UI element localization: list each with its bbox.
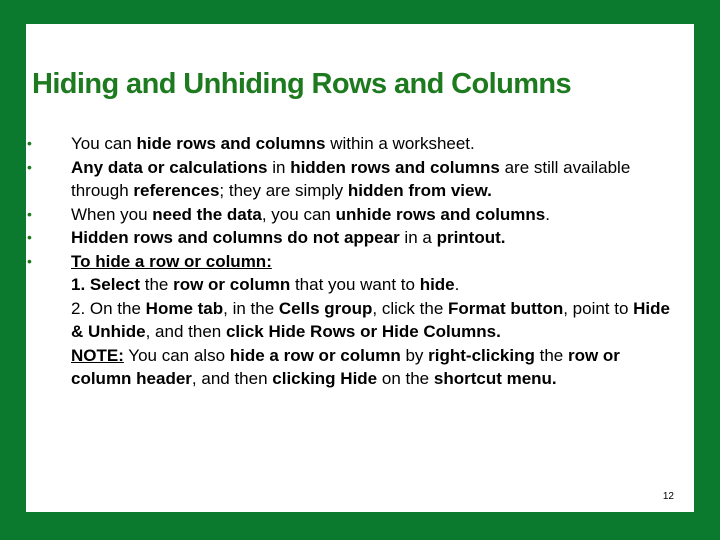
text-run: by	[400, 345, 429, 365]
text-run-bold: printout.	[436, 228, 506, 247]
text-run: in	[267, 157, 291, 177]
slide-title: Hiding and Unhiding Rows and Columns	[32, 68, 572, 100]
text-run: that you want to	[290, 275, 420, 294]
bullet-item-1	[26, 132, 676, 156]
text-run-bold: row or column	[173, 275, 291, 294]
step-1	[71, 273, 676, 297]
text-run-bold: right-clicking	[428, 345, 535, 365]
text-run-bold: shortcut menu.	[433, 369, 557, 388]
text-run: .	[545, 204, 550, 224]
text-run: on the	[377, 369, 434, 388]
text-run-bold: hide rows and columns	[136, 134, 326, 153]
text-run-bold: Home tab	[145, 298, 224, 318]
text-run-bold: Cells group	[278, 298, 373, 318]
note	[71, 344, 676, 391]
text-run-bold: Hidden rows and columns do not appear	[71, 228, 400, 247]
text-run: , in the	[223, 298, 279, 318]
text-run: are still available through	[71, 157, 631, 200]
bullet-list	[26, 132, 676, 391]
text-run: 2. On the	[71, 298, 146, 318]
text-run: , you can	[261, 204, 336, 224]
text-run: in a	[399, 228, 437, 247]
text-run-bold: Any data or calculations	[71, 157, 268, 177]
bullet-icon: •	[27, 205, 32, 222]
text-run: , and then	[191, 369, 273, 388]
text-run-bold: hidden from view.	[347, 181, 492, 200]
slide	[26, 24, 694, 512]
text-run: You can	[71, 134, 137, 153]
text-run-bold: Format button	[448, 298, 564, 318]
text-run-bold: 1. Select	[71, 275, 140, 294]
text-run-bold: click Hide Rows or Hide Columns.	[225, 322, 501, 341]
bullet-item-3	[26, 203, 676, 227]
bullet-icon: •	[27, 229, 32, 245]
text-run: , point to	[563, 298, 634, 318]
text-run-bold: hide	[419, 275, 455, 294]
text-run: .	[454, 275, 460, 294]
bullet-item-2	[26, 156, 676, 203]
bullet-icon: •	[27, 135, 32, 151]
bullet-icon: •	[27, 252, 32, 269]
text-run-bold: clicking Hide	[272, 369, 378, 388]
text-run-bold: references	[133, 181, 220, 200]
text-run-bold: hide a row or column	[229, 345, 401, 365]
text-run-bold: unhide rows and columns	[335, 204, 546, 224]
text-run-bold: need the data	[152, 204, 262, 224]
text-run: When you	[71, 204, 153, 224]
text-run: the	[140, 275, 174, 294]
text-run: , and then	[145, 322, 226, 341]
text-run: within a worksheet.	[325, 134, 475, 153]
text-run-bold: Hide & Unhide	[71, 298, 670, 341]
page-number: 12	[662, 491, 674, 502]
bullet-item-4	[26, 226, 676, 250]
text-run: , click the	[372, 298, 449, 318]
text-run-bold: hidden rows and columns	[290, 157, 500, 177]
text-run: the	[534, 345, 568, 365]
text-run: You can also	[123, 345, 230, 365]
text-run: ; they are simply	[219, 181, 348, 200]
note-label: NOTE:	[71, 345, 124, 365]
step-2	[71, 297, 676, 344]
instructions-heading: To hide a row or column:	[71, 251, 272, 271]
bullet-icon: •	[27, 158, 32, 175]
text-run-bold: row or column header	[71, 345, 620, 388]
bullet-item-5	[26, 250, 676, 391]
